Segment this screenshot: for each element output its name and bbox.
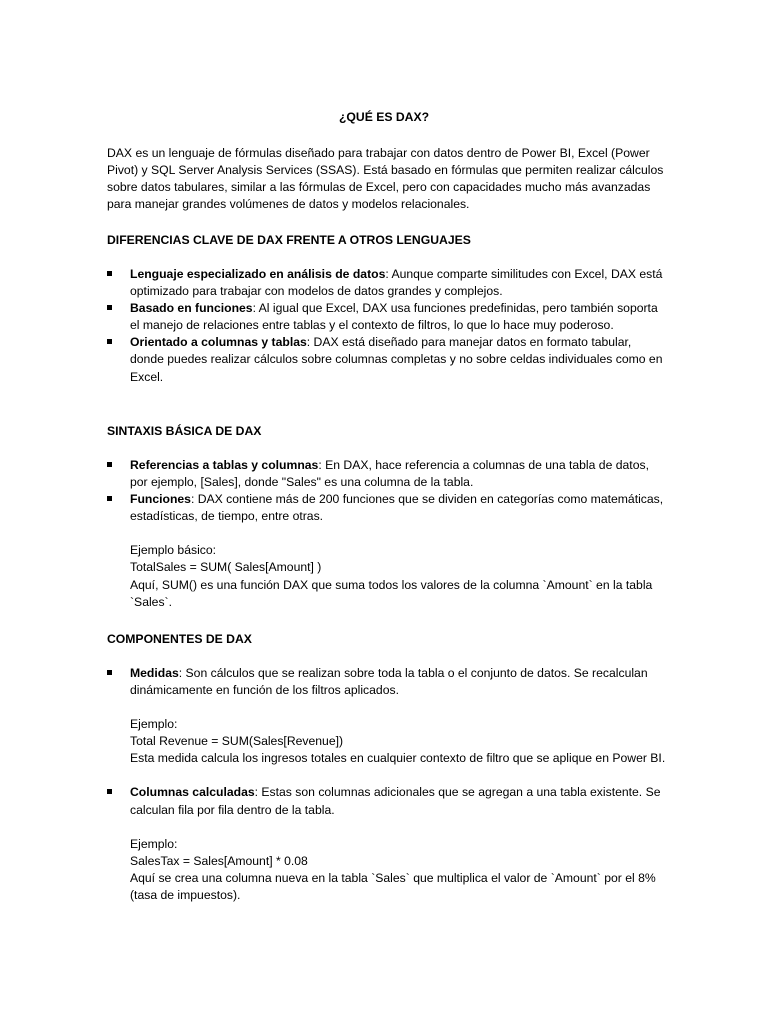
example-label: Ejemplo: <box>130 836 178 851</box>
list-item <box>107 784 667 818</box>
list-item <box>107 300 667 334</box>
item-text: : En DAX, hace referencia a columnas de una tabla de datos, por ejemplo, [Sales], donde "Sales" es una columna de la tabla. <box>130 458 649 490</box>
example-explanation: Esta medida calcula los ingresos totales en cualquier contexto de filtro que se aplique en Power BI. <box>130 751 666 766</box>
item-text: : Aunque comparte similitudes con Excel, DAX está optimizado para trabajar con modelos de datos grandes y complejos. <box>130 267 663 299</box>
bullet-icon <box>107 789 112 794</box>
item-term: Funciones <box>130 492 191 507</box>
item-text: : DAX está diseñado para manejar datos en formato tabular, donde puedes realizar cálculos sobre columnas completas y no sobre celdas individuales como en Excel. <box>130 335 663 384</box>
example-explanation: Aquí se crea una columna nueva en la tabla `Sales` que multiplica el valor de `Amount` por el 8% (tasa de impuestos). <box>130 870 656 902</box>
section-heading-components: COMPONENTES DE DAX <box>107 632 252 646</box>
section-heading-differences: DIFERENCIAS CLAVE DE DAX FRENTE A OTROS LENGUAJES <box>107 233 471 247</box>
item-term: Medidas <box>130 666 179 680</box>
list-item <box>107 334 667 385</box>
differences-list <box>107 266 667 386</box>
item-text: : DAX contiene más de 200 funciones que se dividen en categorías como matemáticas, estadísticas, de tiempo, entre otras. <box>130 492 664 524</box>
syntax-list <box>107 457 667 611</box>
list-item <box>107 457 667 491</box>
example-label: Ejemplo básico: <box>130 543 217 558</box>
section-heading-syntax: SINTAXIS BÁSICA DE DAX <box>107 424 262 438</box>
components-list <box>107 665 667 904</box>
example-code: TotalSales = SUM( Sales[Amount] ) <box>130 560 322 575</box>
bullet-icon <box>107 670 112 675</box>
example-block <box>107 542 667 610</box>
bullet-icon <box>107 305 112 310</box>
list-item <box>107 665 667 699</box>
bullet-icon <box>107 271 112 276</box>
item-term: Lenguaje especializado en análisis de datos <box>130 267 386 281</box>
list-item <box>107 266 667 300</box>
bullet-icon <box>107 339 112 344</box>
example-block <box>107 836 667 904</box>
item-term: Basado en funciones <box>130 301 253 316</box>
example-block <box>107 716 667 767</box>
item-text: : Estas son columnas adicionales que se agregan a una tabla existente. Se calculan fila por fila dentro de la tabla. <box>130 785 661 817</box>
item-text: : Al igual que Excel, DAX usa funciones predefinidas, pero también soporta el manejo de relaciones entre tablas y el contexto de filtros, lo que lo hace muy poderoso. <box>130 301 658 333</box>
item-term: Columnas calculadas <box>130 785 255 800</box>
bullet-icon <box>107 462 112 467</box>
bullet-icon <box>107 496 112 501</box>
list-item <box>107 491 667 525</box>
example-label: Ejemplo: <box>130 717 178 732</box>
item-term: Referencias a tablas y columnas <box>130 458 319 472</box>
example-explanation: Aquí, SUM() es una función DAX que suma todos los valores de la columna `Amount` en la tabla `Sales`. <box>130 577 653 609</box>
item-text: : Son cálculos que se realizan sobre toda la tabla o el conjunto de datos. Se recalculan dinámicamente en función de los filtros aplicados. <box>130 666 648 698</box>
example-code: Total Revenue = SUM(Sales[Revenue]) <box>130 734 344 749</box>
example-code: SalesTax = Sales[Amount] * 0.08 <box>130 853 308 868</box>
document-title: ¿QUÉ ES DAX? <box>338 110 430 124</box>
item-term: Orientado a columnas y tablas <box>130 335 307 350</box>
intro-paragraph: DAX es un lenguaje de fórmulas diseñado para trabajar con datos dentro de Power BI, Excel (Power Pivot) y SQL Server Analysis Services (SSAS). Está basado en fórmulas que permiten realizar cálculos sobre datos tabulares, similar a las fórmulas de Excel, pero con capacidades mucho más avanzadas para manejar grandes volúmenes de datos y modelos relacionales. <box>107 146 664 212</box>
